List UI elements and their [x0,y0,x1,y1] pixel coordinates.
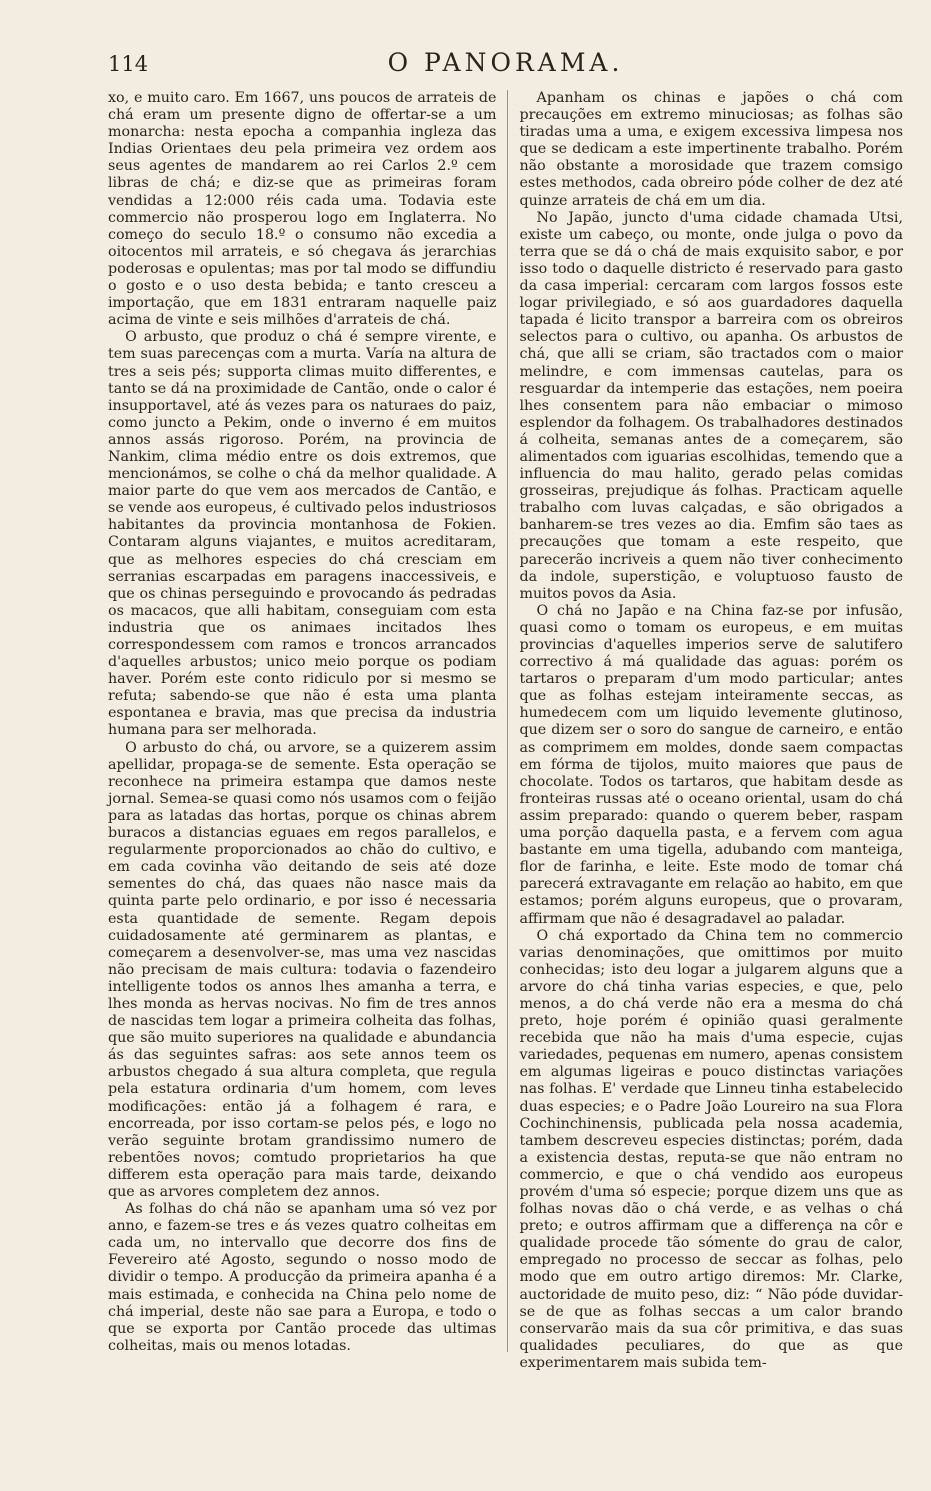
text-columns [108,90,903,1372]
journal-title: O PANORAMA. [387,48,624,77]
page-number: 114 [108,52,149,76]
paragraph: O arbusto, que produz o chá é sempre virente, e tem suas parecenças com a murta. Varía na altura de tres a seis pés; supporta climas muito differentes, e tanto se dá na proximidade de Cantão, onde o calor é insupportavel, até ás vezes para os naturaes do paiz, como juncto a Pekim, onde o inverno é em muitos annos assás rigoroso. Porém, na provincia de Nankim, clima médio entre os dois extremos, que mencionámos, se colhe o chá da melhor qualidade. A maior parte do que vem aos mercados de Cantão, e se vende aos europeus, é cultivado pelos industriosos habitantes da provincia montanhosa de Fokien. Contaram alguns viajantes, e muitos acreditaram, que as melhores especies do chá cresciam em serranias escarpadas em paragens inaccessiveis, e que os chinas perseguindo e provocando ás pedradas os macacos, que alli habitam, conseguiam com esta industria que os animaes incitados lhes correspondessem com ramos e troncos arrancados d'aquelles arbustos; unico meio porque os podiam haver. Porém este conto ridiculo por si mesmo se refuta; sabendo-se que não é esta uma planta espontanea e bravia, mas que precisa da industria humana para ser melhorada. [108,329,497,739]
paragraph: O arbusto do chá, ou arvore, se a quizerem assim apellidar, propaga-se de semente. Esta operação se reconhece na primeira estampa que damos neste jornal. Semea-se quasi como nós usamos com o feijão para as latadas das hortas, porque os chinas abrem buracos a distancias eguaes em regos parallelos, e regularmente proporcionados ao chão do cultivo, e em cada covinha vão deitando de seis até doze sementes do chá, das quaes não nasce mais da quinta parte pelo ordinario, e por isso é necessaria esta quantidade de semente. Regam depois cuidadosamente até germinarem as plantas, e começarem a desenvolver-se, mas uma vez nascidas não precisam de mais cultura: todavia o fazendeiro intelligente todos os annos lhes amanha a terra, e lhes monda as hervas nocivas. No fim de tres annos de nascidas tem logar a primeira colheita das folhas, que são muito superiores na qualidade e abundancia ás das seguintes safras: aos sete annos teem os arbustos chegado á sua altura completa, que regula pela estatura ordinaria d'um homem, com leves modificações: então já a folhagem é rara, e encorreada, por isso cortam-se pelos pés, e logo no verão seguinte brotam grandissimo numero de rebentões novos; comtudo proprietarios ha que differem esta operação para mais tarde, deixando que as arvores completem dez annos. [108,739,497,1200]
paragraph: As folhas do chá não se apanham uma só vez por anno, e fazem-se tres e ás vezes quatro colheitas em cada um, no intervallo que decorre dos fins de Fevereiro até Agosto, segundo o nosso modo de dividir o tempo. A producção da primeira apanha é a mais estimada, e conhecida na China pelo nome de chá imperial, deste não sae para a Europa, e todo o que se exporta por Cantão procede das ultimas colheitas, mais ou menos lotadas. [108,1201,497,1354]
paragraph: No Japão, juncto d'uma cidade chamada Utsi, existe um cabeço, ou monte, onde julga o povo da terra que se dá o chá de mais exquisito sabor, e por isso todo o daquelle districto é reservado para gasto da casa imperial: cercaram com largos fossos este logar privilegiado, e só aos guardadores daquella tapada é licito transpor a barreira com os obreiros selectos para o cultivo, ou apanha. Os arbustos de chá, que alli se criam, são tractados com o maior melindre, e com immensas cautelas, para os resguardar da intemperie das estações, nem poeira lhes consentem para não embaciar o mimoso esplendor da folhagem. Os trabalhadores destinados á colheita, semanas antes de a começarem, são alimentados com iguarias escolhidas, temendo que a influencia do mau halito, gerado pelas comidas grosseiras, prejudique ás folhas. Practicam aquelle trabalho com luvas calçadas, e são obrigados a banharem-se tres vezes ao dia. Emfim são taes as precauções que tomam a este respeito, que parecerão incriveis a quem não tiver conhecimento da indole, superstição, e voluptuoso fausto de muitos povos da Asia. [519,209,904,602]
paragraph: O chá exportado da China tem no commercio varias denominações, que omittimos por muito conhecidas; isto deu logar a julgarem alguns que a arvore do chá tinha varias especies, e que, pelo menos, a do chá verde não era a mesma do chá preto, hoje porém é opinião quasi geralmente recebida que não ha mais d'uma especie, cujas variedades, pequenas em numero, apenas consistem em algumas ligeiras e pouco distinctas variações nas folhas. E' verdade que Linneu tinha estabelecido duas especies; e o Padre João Loureiro na sua Flora Cochinchinensis, publicada pela nossa academia, tambem descreveu especies distinctas; porém, dada a existencia destas, reputa-se que não entram no commercio, e que o chá vendido aos europeus provém d'uma só especie; porque dizem uns que as folhas novas dão o chá verde, e as velhas o chá preto; e outros affirmam que a differença na côr e qualidade procede tão sómente do grau de calor, empregado no processo de seccar as folhas, pelo modo que em outro artigo diremos: Mr. Clarke, auctoridade de muito peso, diz: “ Não póde duvidar-se de que as folhas seccas a um calor brando conservarão mais da sua côr primitiva, e das suas qualidades peculiares, do que as que experimentarem mais subida tem- [519,927,904,1371]
paragraph: Apanham os chinas e japões o chá com precauções em extremo minuciosas; as folhas são tiradas uma a uma, e exigem excessiva limpesa nos que se dedicam a este impertinente trabalho. Porém não obstante a morosidade que trazem comsigo estes methodos, cada obreiro póde colher de dez até quinze arrateis de chá em um dia. [519,90,904,209]
right-column [519,90,903,1372]
left-column [108,90,496,1372]
page-header [108,46,903,86]
paragraph: O chá no Japão e na China faz-se por infusão, quasi como o tomam os europeus, e em muitas provincias d'aquelles imperios serve de salutifero correctivo á má qualidade das aguas: porém os tartaros o preparam d'um modo particular; antes que as folhas estejam inteiramente seccas, as humedecem com um liquido levemente glutinoso, que dizem ser o soro do sangue de carneiro, e então as comprimem em moldes, donde saem compactas em fórma de tijolos, muito maiores que paus de chocolate. Todos os tartaros, que habitam desde as fronteiras russas até o oceano oriental, usam do chá assim preparado: quando o querem beber, raspam uma porção daquella pasta, e a fervem com agua bastante em uma tigella, adubando com manteiga, flor de farinha, e leite. Este modo de tomar chá parecerá extravagante em relação ao habito, em que estamos; porém alguns europeus, que o provaram, affirmam que não é desagradavel ao paladar. [519,602,904,927]
paragraph: xo, e muito caro. Em 1667, uns poucos de arrateis de chá eram um presente digno de offertar-se a um monarcha: nesta epocha a companhia ingleza das Indias Orientaes deu pela primeira vez ordem aos seus agentes de mandarem ao rei Carlos 2.º cem libras de chá; e diz-se que as primeiras foram vendidas a 12:000 réis cada uma. Todavia este commercio não prosperou logo em Inglaterra. No começo do seculo 18.º o consumo não excedia a oitocentos mil arrateis, e só chegava ás jerarchias poderosas e opulentas; mas por tal modo se diffundiu o gosto e o uso desta bebida; e tanto cresceu a importação, que em 1831 entraram naquelle paiz acima de vinte e seis milhões d'arrateis de chá. [108,90,497,329]
column-divider [507,90,508,1352]
